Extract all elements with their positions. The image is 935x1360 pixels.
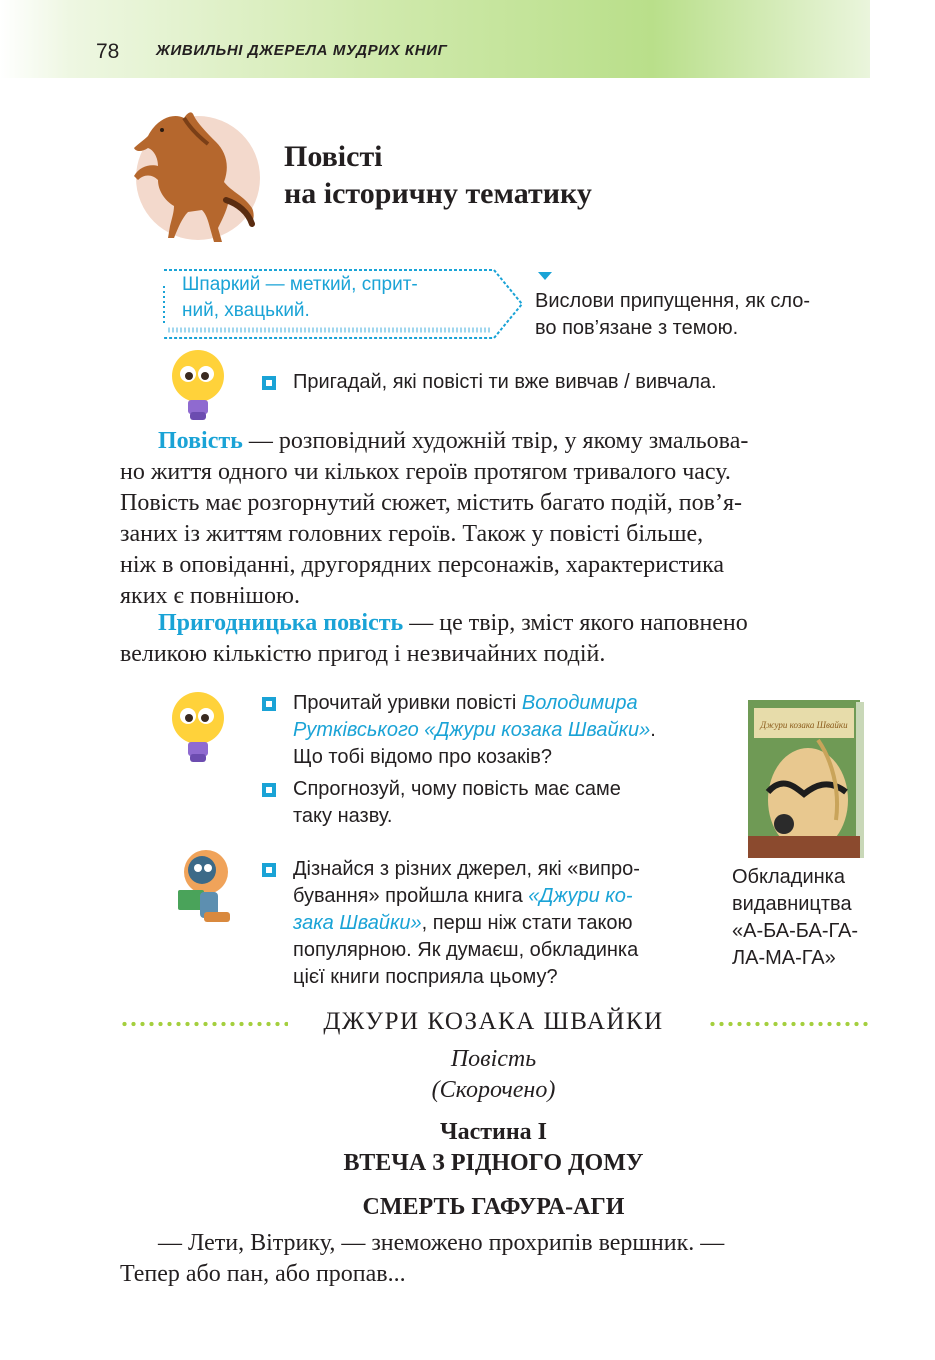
- vocabulary-text: [182, 272, 488, 324]
- task-learn-line3: [293, 910, 703, 937]
- task-read-author-l1: Володимира: [521, 692, 638, 714]
- task-learn-l3b: , перш ніж стати такою: [421, 912, 633, 934]
- task-learn-l2b: «Джури ко-: [528, 885, 633, 907]
- task-bullet-icon: [262, 697, 276, 711]
- section-title: [284, 138, 592, 212]
- task-learn-line2: [293, 883, 703, 910]
- caption-line3: «А-БА-БА-ГА-: [732, 920, 858, 942]
- story-title: ДЖУРИ КОЗАКА ШВАЙКИ: [323, 1008, 664, 1035]
- adventure-def-line2: великою кількістю пригод і незвичайних подій.: [120, 641, 606, 667]
- story-text-line2: Тепер або пан, або пропав...: [120, 1261, 406, 1287]
- book-cover-image: [748, 700, 864, 860]
- task-predict-line2: таку назву.: [293, 805, 393, 827]
- vocabulary-line2: ний, хвацький.: [182, 300, 310, 321]
- adventure-novel-definition: [120, 608, 867, 670]
- novel-def-line1: [120, 426, 867, 457]
- section-title-line1: Повісті: [284, 140, 383, 173]
- story-abridged: (Скорочено): [431, 1077, 556, 1103]
- novel-definition: [120, 426, 867, 612]
- novel-def-line2: но життя одного чи кількох героїв протягом тривалого часу.: [120, 459, 731, 485]
- task-learn-line4: популярною. Як думаєш, обкладинка: [293, 939, 639, 961]
- page-number: 78: [96, 40, 120, 63]
- task-read-prefix: Прочитай уривки повісті: [293, 692, 522, 714]
- task-learn: [293, 856, 703, 991]
- task-read-line2: [293, 717, 693, 744]
- running-title: ЖИВИЛЬНІ ДЖЕРЕЛА МУДРИХ КНИГ: [156, 42, 448, 59]
- chapter-title: СМЕРТЬ ГАФУРА-АГИ: [362, 1194, 625, 1220]
- task-recall: Пригадай, які повісті ти вже вивчав / вивчала.: [293, 371, 717, 393]
- task-learn-l3a: зака Швайки»: [293, 912, 422, 934]
- task-learn-line5: цієї книги посприяла цьому?: [293, 966, 558, 988]
- story-genre: Повість: [450, 1046, 537, 1072]
- caption-line4: ЛА-МА-ГА»: [732, 947, 836, 969]
- task-bullet-icon: [262, 376, 276, 390]
- caption-line2: видавництва: [732, 893, 852, 915]
- part-number: Частина І: [439, 1119, 548, 1145]
- task-read-line1: [293, 690, 693, 717]
- novel-def-line6: яких є повнішою.: [120, 583, 300, 609]
- triangle-marker-icon: [538, 272, 552, 280]
- adventure-def-line1: [120, 608, 867, 639]
- book-cover-caption: [732, 864, 872, 972]
- task-read-suffix: .: [650, 719, 656, 741]
- task-bullet-icon: [262, 783, 276, 797]
- horse-illustration: [118, 100, 268, 250]
- book-cover-title: Джури козака Швайки: [760, 720, 848, 730]
- novel-def-line5: ніж в оповіданні, другорядних персонажів, характеристика: [120, 552, 725, 578]
- section-title-line2: на історичну тематику: [284, 177, 592, 210]
- task-read-author-l2: Рутківського «Джури козака Швайки»: [293, 719, 651, 741]
- task-read-line3: Що тобі відомо про козаків?: [293, 746, 552, 768]
- task-bullet-icon: [262, 863, 276, 877]
- adventure-term: Пригодницька повість: [158, 610, 404, 636]
- predict-meaning-text: [535, 288, 867, 342]
- novel-def-line4: заних із життям головних героїв. Також у повісті більше,: [120, 521, 704, 547]
- task-predict: [293, 776, 693, 830]
- predict-line2: во пов’язане з темою.: [535, 317, 739, 339]
- novel-def-line3: Повість має розгорнутий сюжет, містить багато подій, пов’я-: [120, 490, 742, 516]
- reading-mascot-icon: [170, 846, 240, 931]
- novel-term: Повість: [158, 428, 243, 454]
- task-learn-line1: Дізнайся з різних джерел, які «випро-: [293, 858, 640, 880]
- task-read: [293, 690, 693, 771]
- story-text: [120, 1228, 867, 1290]
- task-predict-line1: Спрогнозуй, чому повість має саме: [293, 778, 621, 800]
- novel-def-line1-text: — розповідний художній твір, у якому змальова-: [242, 428, 749, 454]
- lightbulb-mascot-icon: [168, 346, 232, 431]
- lightbulb-mascot-icon: [168, 688, 232, 773]
- header-band: [0, 0, 870, 78]
- adventure-def-line1-text: — це твір, зміст якого наповнено: [403, 610, 748, 636]
- caption-line1: Обкладинка: [732, 866, 845, 888]
- task-learn-l2a: бування» пройшла книга: [293, 885, 529, 907]
- part-title: ВТЕЧА З РІДНОГО ДОМУ: [343, 1150, 644, 1176]
- vocabulary-line1: Шпаркий — меткий, сприт-: [182, 274, 418, 295]
- story-text-line1: — Лети, Вітрику, — знеможено прохрипів вершник. —: [158, 1230, 725, 1256]
- predict-line1: Вислови припущення, як сло-: [535, 290, 811, 312]
